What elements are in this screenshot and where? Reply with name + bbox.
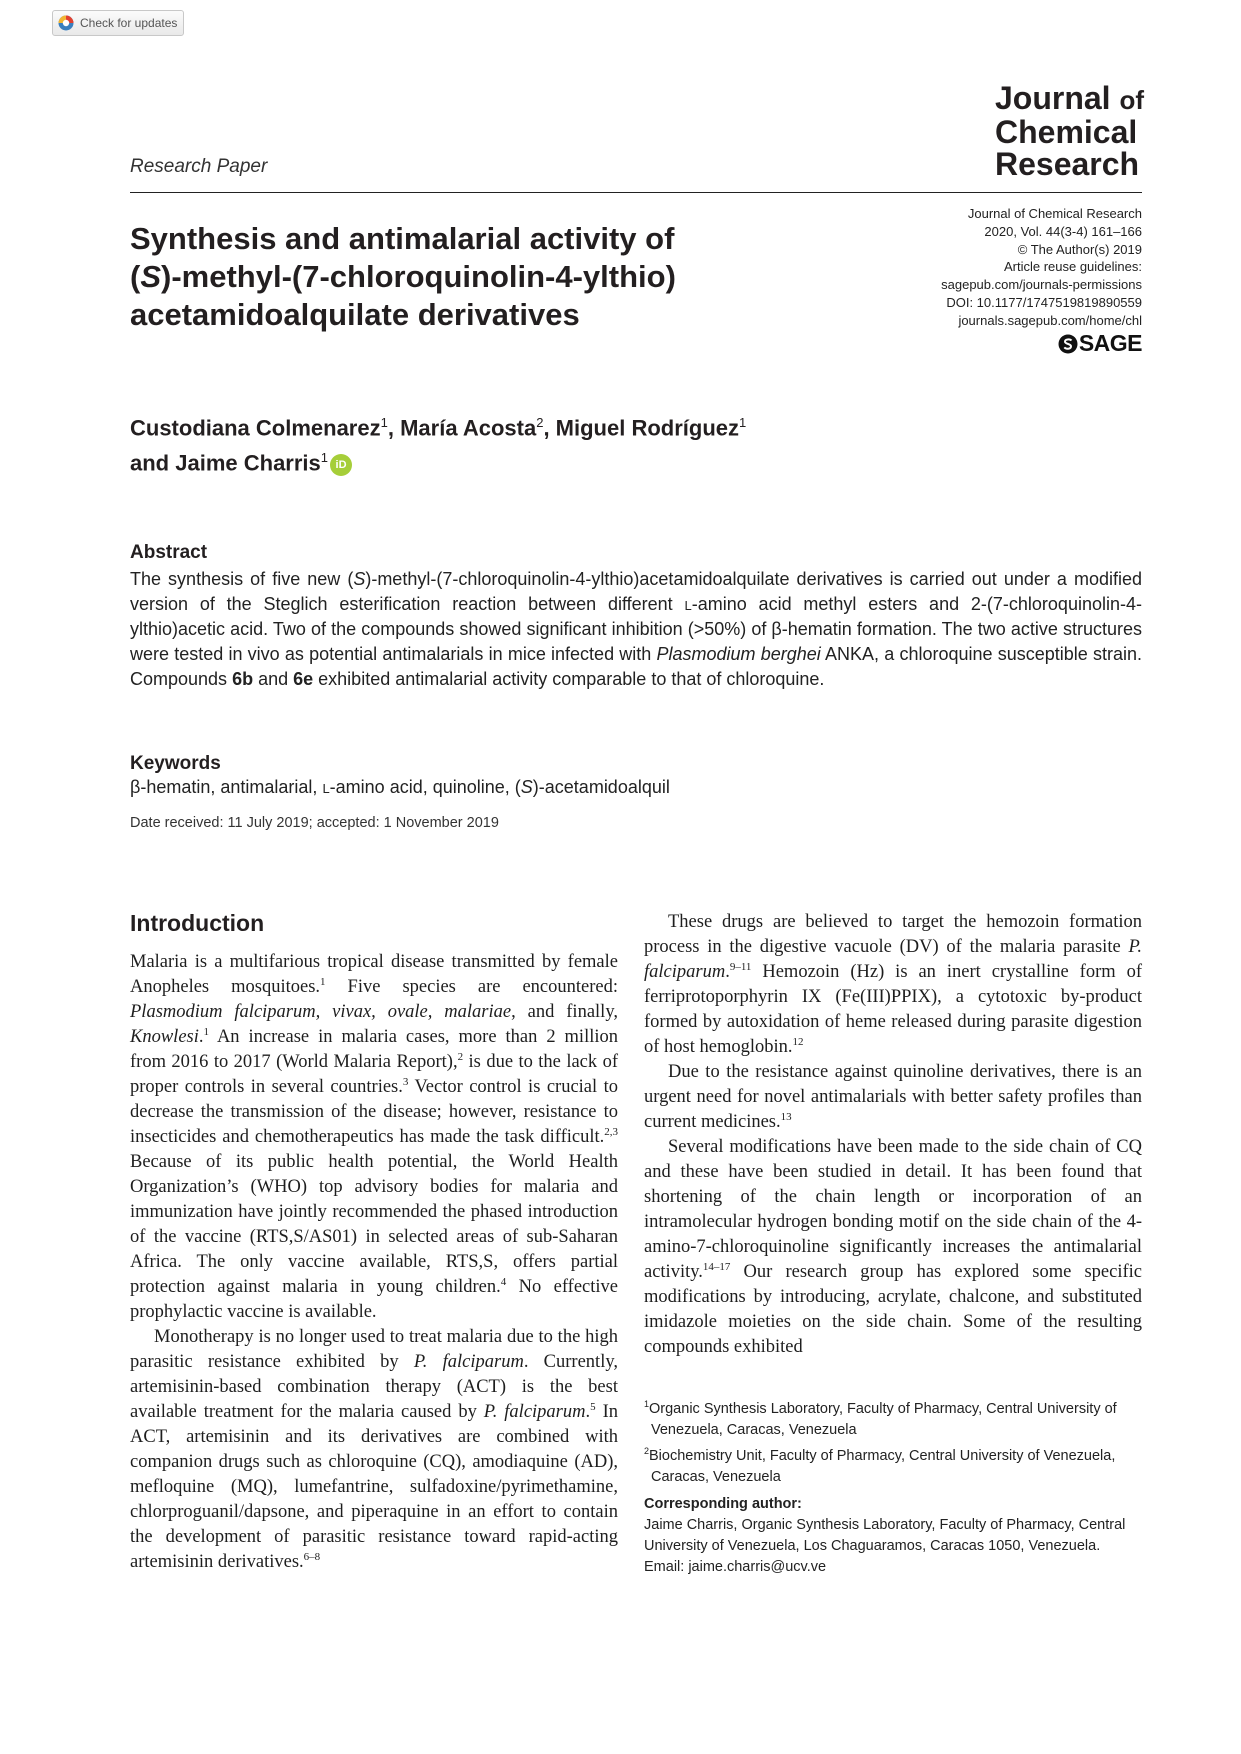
logo-chemical: Chemical — [994, 114, 1138, 150]
text-run: Because of its public health potential, the World Health Organization’s (WHO) top advisory bodies for malaria and immunization have jointly recommended the phased introduction of the vaccine (RTS,S/AS01) in selected areas of sub-Saharan Africa. The only vaccine available, RTS,S, offers partial protection against malaria in young children. — [130, 1152, 618, 1297]
corresponding-label: Corresponding author: — [644, 1496, 802, 1512]
text-run: Due to the resistance against quinoline derivatives, there is an urgent need for novel antimalarials with better safety profiles than current medicines. — [644, 1062, 1142, 1132]
text-run: . — [198, 1027, 204, 1047]
text-run: . — [725, 962, 730, 982]
title-line-1: Synthesis and antimalarial activity of — [130, 221, 675, 256]
title-line-2: -methyl-(7-chloroquinolin-4-ylthio) — [171, 259, 676, 294]
check-for-updates-button[interactable] — [52, 10, 184, 36]
text-run: . — [585, 1402, 591, 1422]
citation-ref: 1 — [320, 975, 326, 988]
affiliation-number: 1 — [644, 1399, 650, 1409]
corresponding-email[interactable]: Email: jaime.charris@ucv.ve — [644, 1559, 827, 1575]
affiliations — [644, 1394, 1142, 1488]
keywords-list — [130, 777, 670, 798]
citation-ref: 12 — [792, 1035, 804, 1048]
title-line-3: acetamidoalquilate derivatives — [130, 297, 580, 332]
text-run: Vector control is crucial to decrease the transmission of the disease; however, resistance to insecticides and chemotherapeutics has made the task difficult. — [130, 1077, 618, 1147]
abstract-segment: )-methyl-(7-chloroquinolin-4-ylthio)acetamidoalquilate derivatives is carried out under a modified version of the Steglich esterification reaction between different — [130, 569, 1142, 614]
meta-copyright: © The Author(s) 2019 — [1017, 241, 1142, 257]
abstract-segment: -amino acid methyl esters and 2-(7-chloroquinolin-4-ylthio)acetic acid. Two of the compounds showed significant inhibition (>50%) of β-hematin formation. The two active structures were tested in vivo as potential antimalarials in mice infected with — [130, 594, 1142, 664]
abstract-segment: The synthesis of five new ( — [130, 569, 354, 589]
body-column-left — [130, 950, 618, 1575]
abstract-heading: Abstract — [130, 542, 208, 563]
orcid-icon[interactable]: iD — [330, 454, 352, 476]
abstract-segment: exhibited antimalarial activity comparable to that of chloroquine. — [313, 669, 825, 689]
affiliation-item — [644, 1394, 1142, 1441]
meta-reuse-label: Article reuse guidelines: — [1003, 259, 1142, 275]
affiliation-item — [644, 1441, 1142, 1488]
author-name: Custodiana Colmenarez — [130, 415, 381, 441]
body-paragraph — [130, 950, 618, 1325]
text-run: Five species are encountered: — [325, 977, 619, 997]
authors-and: and — [130, 450, 170, 476]
abstract-text — [130, 567, 1142, 692]
author-affiliation-mark: 2 — [536, 415, 544, 430]
citation-ref: 4 — [500, 1275, 507, 1288]
author-affiliation-mark: 1 — [380, 415, 388, 430]
text-run: is due to the lack of proper controls in several countries. — [130, 1052, 618, 1097]
body-paragraph — [130, 1325, 618, 1575]
author-name: Jaime Charris — [175, 450, 321, 476]
text-run: No effective prophylactic vaccine is available. — [130, 1277, 618, 1322]
sage-label: SAGE — [1078, 330, 1142, 356]
citation-ref: 13 — [780, 1110, 792, 1123]
abstract-smallcaps: l — [684, 594, 692, 614]
affiliation-text: Organic Synthesis Laboratory, Faculty of Pharmacy, Central University of Venezuela, Caracas, Venezuela — [649, 1400, 1117, 1438]
citation-ref: 9–11 — [729, 960, 752, 973]
text-run: These drugs are believed to target the hemozoin formation process in the digestive vacuole (DV) of the malaria parasite — [644, 912, 1142, 957]
body-paragraph — [644, 1060, 1142, 1135]
citation-ref: 3 — [402, 1075, 409, 1088]
keywords-segment: -amino acid, quinoline, ( — [329, 777, 521, 797]
abstract-compound: 6e — [293, 669, 314, 689]
text-run: Hemozoin (Hz) is an inert crystalline form of ferriprotoporphyrin IX (Fe(III)PPIX), a cytotoxic by-product formed by autoxidation of heme released during parasite digestion of host hemoglobin. — [644, 962, 1142, 1057]
species-italic: Knowlesi — [130, 1027, 199, 1047]
article-title: Synthesis and antimalarial activity of (S)-methyl-(7-chloroquinolin-4-ylthio) acetamidoalquilate derivatives — [130, 221, 676, 332]
author-affiliation-mark: 1 — [320, 450, 329, 466]
sage-s-icon — [1058, 334, 1078, 354]
species-italic: P. falciparum — [483, 1402, 586, 1422]
meta-home-link[interactable]: journals.sagepub.com/home/chl — [958, 312, 1142, 328]
meta-reuse-link[interactable]: sagepub.com/journals-permissions — [941, 277, 1142, 293]
journal-logo — [995, 82, 1144, 180]
keywords-segment: )-acetamidoalquil — [532, 777, 670, 797]
citation-ref: 5 — [590, 1400, 596, 1413]
author-affiliation-mark: 1 — [739, 415, 747, 430]
check-for-updates-label: Check for updates — [80, 16, 178, 30]
abstract-italic: S — [353, 569, 366, 589]
header-divider — [130, 192, 1142, 193]
text-run: An increase in malaria cases, more than 2 million from 2016 to 2017 (World Malaria Report), — [130, 1027, 618, 1072]
abstract-segment: ANKA, a chloroquine susceptible strain. Compounds — [130, 644, 1142, 689]
citation-ref: 2 — [457, 1050, 464, 1063]
body-column-right — [644, 910, 1142, 1360]
abstract-italic: Plasmodium berghei — [656, 644, 821, 664]
text-run: , and finally, — [511, 1002, 618, 1022]
crossmark-icon — [58, 15, 74, 31]
body-paragraph — [644, 1135, 1142, 1360]
logo-of: of — [1119, 85, 1144, 115]
text-run: . Currently, artemisinin-based combination therapy (ACT) is the best available treatment for the malaria caused by — [130, 1352, 619, 1422]
keywords-heading: Keywords — [130, 753, 221, 774]
meta-doi[interactable]: DOI: 10.1177/1747519819890559 — [946, 294, 1142, 310]
species-italic: Plasmodium falciparum, vivax, ovale, malariae — [130, 1002, 512, 1022]
logo-research: Research — [994, 146, 1140, 182]
abstract-compound: 6b — [232, 669, 254, 689]
body-paragraph — [644, 910, 1142, 1060]
corresponding-address: Jaime Charris, Organic Synthesis Laboratory, Faculty of Pharmacy, Central University of Venezuela, Los Chaguaramos, Caracas 1050, Venezuela. — [644, 1517, 1126, 1554]
citation-ref: 1 — [203, 1025, 209, 1038]
abstract-segment: and — [253, 669, 294, 689]
affiliation-text: Biochemistry Unit, Faculty of Pharmacy, Central University of Venezuela, Caracas, Venezuela — [649, 1447, 1116, 1485]
meta-volume: 2020, Vol. 44(3-4) 161–166 — [984, 223, 1142, 239]
citation-ref: 6–8 — [303, 1550, 321, 1563]
date-received: Date received: 11 July 2019; accepted: 1 November 2019 — [130, 815, 499, 831]
keywords-segment: β-hematin, antimalarial, — [130, 777, 323, 797]
affiliation-number: 2 — [644, 1445, 650, 1456]
author-name: María Acosta — [400, 415, 537, 441]
corresponding-author — [644, 1494, 1142, 1578]
text-run: Several modifications have been made to the side chain of CQ and these have been studied in detail. It has been found that shortening of the chain length or incorporation of an intramolecular hydrogen bonding motif on the side chain of the 4-amino-7-chloroquinoline significantly increases the antimalarial activity. — [644, 1137, 1142, 1282]
journal-meta — [941, 205, 1142, 330]
text-run: In ACT, artemisinin and its derivatives are combined with companion drugs such as chloroquine (CQ), amodiaquine (AD), mefloquine (MQ), lumefantrine, sulfadoxine/pyrimethamine, chlorproguanil/dapsone, and piperaquine in an effort to contain the development of parasitic resistance toward rapid-acting artemisinin derivatives. — [130, 1402, 618, 1572]
title-stereo: S — [140, 259, 162, 294]
citation-ref: 14–17 — [702, 1260, 731, 1273]
author-list: Custodiana Colmenarez$^1$, María Acosta$^2$, Miguel Rodríguez$^1$ and Jaime Charris$^1$ iD — [130, 415, 747, 476]
logo-journal: Journal — [994, 80, 1111, 116]
species-italic: P. falciparum — [644, 937, 1142, 982]
species-italic: P. falciparum — [413, 1352, 524, 1372]
citation-ref: 2,3 — [604, 1125, 618, 1138]
author-name: Miguel Rodríguez — [555, 415, 739, 441]
text-run: Malaria is a multifarious tropical disease transmitted by female Anopheles mosquitoes. — [130, 952, 618, 997]
keywords-smallcaps: l — [322, 777, 330, 797]
introduction-heading: Introduction — [130, 910, 265, 936]
paper-type: Research Paper — [130, 156, 268, 177]
text-run: Monotherapy is no longer used to treat malaria due to the high parasitic resistance exhibited by — [130, 1327, 618, 1372]
meta-journal: Journal of Chemical Research — [967, 206, 1142, 221]
sage-logo — [1058, 330, 1142, 357]
text-run: Our research group has explored some specific modifications by introducing, acrylate, chalcone, and substituted imidazole moieties on the side chain. Some of the resulting compounds exhibited — [644, 1262, 1142, 1357]
keywords-italic: S — [520, 777, 533, 797]
